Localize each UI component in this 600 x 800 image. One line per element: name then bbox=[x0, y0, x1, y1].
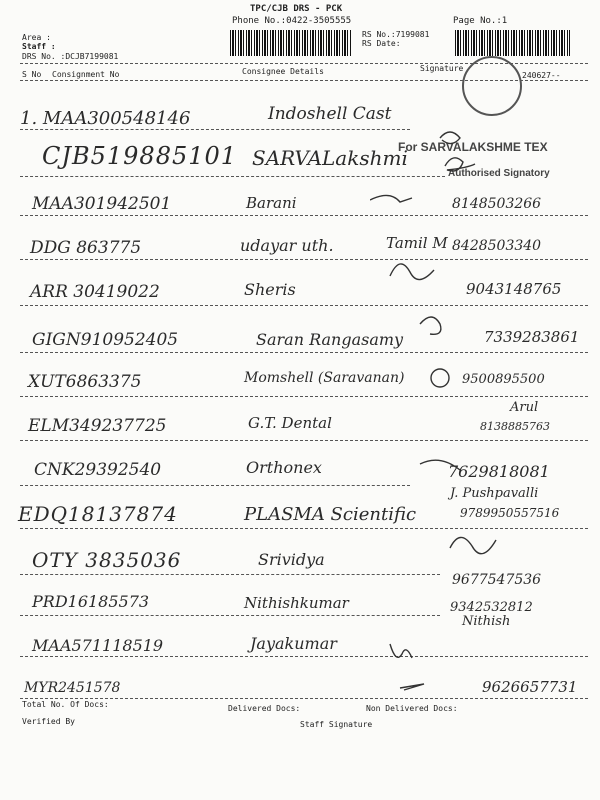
signature: J. Pushpavalli bbox=[450, 486, 539, 501]
company-stamp: For SARVALAKSHME TEX bbox=[398, 140, 548, 154]
page-title: TPC/CJB DRS - PCK bbox=[250, 4, 343, 14]
consignment-number: DDG 863775 bbox=[30, 238, 142, 258]
verified-by: Verified By bbox=[22, 717, 75, 726]
consignment-number: MAA301942501 bbox=[32, 194, 172, 214]
consignment-number: OTY 3835036 bbox=[32, 548, 182, 572]
rs-date: RS Date: bbox=[362, 39, 401, 48]
consignment-number: 1. MAA300548146 bbox=[20, 108, 191, 129]
rs-barcode bbox=[455, 30, 570, 56]
signature-scribbles bbox=[370, 88, 590, 708]
consignee-name: Indoshell Cast bbox=[268, 104, 392, 124]
consignee-phone: 9342532812 bbox=[450, 600, 533, 615]
consignee-phone: 7629818081 bbox=[448, 462, 550, 481]
signature: Tamil M bbox=[386, 234, 448, 252]
staff-signature: Staff Signature bbox=[300, 720, 373, 729]
consignee-phone: 8428503340 bbox=[452, 238, 542, 254]
column-consignment: Consignment No bbox=[52, 70, 120, 79]
column-signature: Signature bbox=[420, 64, 464, 73]
drs-number: DRS No. :DCJB7199081 bbox=[22, 52, 119, 61]
consignee-name: Orthonex bbox=[246, 458, 322, 477]
non-delivered-docs: Non Delivered Docs: bbox=[366, 704, 458, 713]
row-divider bbox=[20, 129, 410, 130]
consignee-phone: 8138885763 bbox=[480, 420, 550, 433]
consignment-number: CJB519885101 bbox=[42, 142, 238, 170]
consignee-name: SARVALakshmi bbox=[252, 146, 408, 170]
consignment-number: ARR 30419022 bbox=[30, 282, 160, 302]
consignee-name: Srividya bbox=[258, 550, 325, 569]
consignee-phone: 9500895500 bbox=[462, 372, 545, 387]
signature: Arul bbox=[510, 400, 539, 415]
consignee-name: G.T. Dental bbox=[248, 414, 332, 432]
row-divider bbox=[20, 485, 410, 486]
column-consignee: Consignee Details bbox=[242, 67, 324, 76]
consignee-phone: 7339283861 bbox=[484, 328, 580, 346]
authorised-signatory: Authorised Signatory bbox=[448, 168, 550, 179]
consignee-name: PLASMA Scientific bbox=[244, 504, 417, 525]
staff-label: Staff : bbox=[22, 42, 56, 51]
consignee-name: Jayakumar bbox=[250, 634, 337, 653]
consignee-phone: 9677547536 bbox=[452, 572, 542, 588]
consignee-phone: 9626657731 bbox=[482, 678, 578, 696]
consignment-number: XUT6863375 bbox=[28, 372, 142, 392]
phone-number: Phone No.:0422-3505555 bbox=[232, 16, 352, 26]
consignee-phone: 9043148765 bbox=[466, 280, 562, 298]
consignee-name: Saran Rangasamy bbox=[256, 330, 404, 349]
consignment-number: GIGN910952405 bbox=[32, 330, 179, 350]
total-docs: Total No. Of Docs: bbox=[22, 700, 109, 709]
consignee-name: Momshell (Saravanan) bbox=[244, 370, 405, 386]
area-label: Area : bbox=[22, 33, 51, 42]
consignment-number: EDQ18137874 bbox=[18, 502, 178, 526]
consignee-phone: 9789950557516 bbox=[460, 506, 560, 520]
consignment-number: CNK29392540 bbox=[34, 460, 162, 480]
consignee-phone: 8148503266 bbox=[452, 196, 542, 212]
consignee-name: Nithishkumar bbox=[244, 594, 349, 612]
consignee-name: udayar uth. bbox=[240, 236, 334, 255]
rs-number: RS No.:7199081 bbox=[362, 30, 430, 39]
drs-barcode bbox=[230, 30, 352, 56]
signature: Nithish bbox=[462, 614, 511, 629]
page-number: Page No.:1 bbox=[453, 16, 508, 26]
column-sno: S No bbox=[22, 70, 42, 79]
stamp-date-fragment: 240627-- bbox=[522, 71, 561, 80]
consignment-number: MYR2451578 bbox=[24, 680, 121, 696]
consignment-number: MAA571118519 bbox=[32, 636, 164, 655]
consignment-number: PRD16185573 bbox=[32, 592, 150, 611]
delivered-docs: Delivered Docs: bbox=[228, 704, 301, 713]
consignee-name: Barani bbox=[246, 194, 297, 212]
consignment-number: ELM349237725 bbox=[28, 416, 167, 436]
consignee-name: Sheris bbox=[244, 280, 296, 299]
